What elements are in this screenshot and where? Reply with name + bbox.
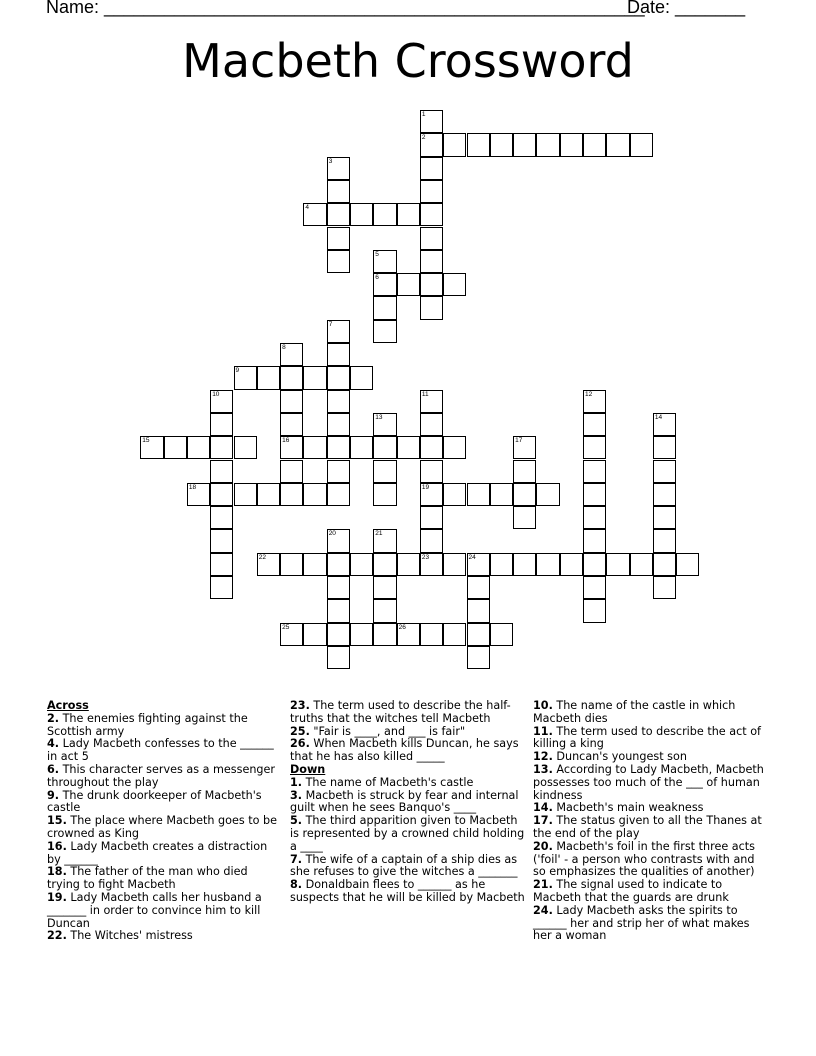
- grid-cell[interactable]: [420, 623, 443, 646]
- clue-text: Duncan's youngest son: [552, 750, 687, 764]
- grid-cell[interactable]: [443, 133, 466, 156]
- grid-cell[interactable]: [303, 553, 326, 576]
- clue: [47, 764, 283, 790]
- clues-column-1: [47, 700, 283, 943]
- clue-number: 5.: [290, 814, 303, 828]
- grid-cell[interactable]: [676, 553, 699, 576]
- grid-cell[interactable]: [280, 553, 303, 576]
- grid-cell[interactable]: [420, 227, 443, 250]
- grid-cell[interactable]: [327, 646, 350, 669]
- grid-cell[interactable]: [327, 320, 350, 343]
- grid-cell[interactable]: [653, 460, 676, 483]
- grid-cell[interactable]: [420, 157, 443, 180]
- grid-cell[interactable]: [210, 529, 233, 552]
- cell-number: 21: [375, 530, 383, 538]
- cell-number: 7: [328, 320, 333, 328]
- clue-text: When Macbeth kills Duncan, he says that he has also killed _____: [290, 737, 519, 764]
- grid-cell[interactable]: [420, 529, 443, 552]
- grid-cell[interactable]: [140, 436, 163, 459]
- grid-cell[interactable]: [513, 506, 536, 529]
- clue-text: The name of Macbeth's castle: [302, 775, 474, 789]
- grid-cell[interactable]: [373, 553, 396, 576]
- clue-text: The enemies fighting against the Scottish army: [47, 711, 248, 738]
- grid-cell[interactable]: [513, 436, 536, 459]
- grid-cell[interactable]: [490, 483, 513, 506]
- grid-cell[interactable]: [653, 529, 676, 552]
- grid-cell[interactable]: [373, 296, 396, 319]
- down-clue-list-continued: [533, 700, 769, 943]
- down-heading: Down: [290, 762, 326, 776]
- cell-number: 22: [258, 553, 267, 561]
- clues-column-2: [290, 700, 526, 905]
- grid-cell[interactable]: [420, 413, 443, 436]
- grid-cell[interactable]: [653, 436, 676, 459]
- grid-cell[interactable]: [350, 203, 373, 226]
- clue: [290, 790, 526, 816]
- grid-cell[interactable]: [420, 180, 443, 203]
- grid-cell[interactable]: [397, 203, 420, 226]
- grid-cell[interactable]: [210, 413, 233, 436]
- grid-cell[interactable]: [583, 460, 606, 483]
- grid-cell[interactable]: [210, 436, 233, 459]
- grid-cell[interactable]: [234, 436, 257, 459]
- grid-cell[interactable]: [327, 576, 350, 599]
- grid-cell[interactable]: [327, 227, 350, 250]
- grid-cell[interactable]: [303, 623, 326, 646]
- grid-cell[interactable]: [467, 646, 490, 669]
- cell-number: 2: [421, 134, 426, 142]
- grid-cell[interactable]: [373, 436, 396, 459]
- grid-cell[interactable]: [373, 413, 396, 436]
- across-heading: Across: [47, 699, 89, 712]
- grid-cell[interactable]: [234, 366, 257, 389]
- grid-cell[interactable]: [234, 483, 257, 506]
- grid-cell[interactable]: [280, 436, 303, 459]
- grid-cell[interactable]: [257, 483, 280, 506]
- grid-cell[interactable]: [397, 436, 420, 459]
- clue-number: 20.: [533, 839, 553, 853]
- cell-number: 12: [585, 390, 593, 398]
- grid-cell[interactable]: [327, 180, 350, 203]
- grid-cell[interactable]: [420, 133, 443, 156]
- clue-number: 18.: [47, 865, 67, 879]
- grid-cell[interactable]: [536, 133, 559, 156]
- cell-number: 17: [515, 437, 523, 445]
- clue-number: 23.: [290, 699, 310, 712]
- grid-cell[interactable]: [583, 133, 606, 156]
- clue: [47, 892, 283, 930]
- grid-cell[interactable]: [653, 506, 676, 529]
- grid-cell[interactable]: [303, 366, 326, 389]
- grid-cell[interactable]: [327, 250, 350, 273]
- grid-cell[interactable]: [373, 483, 396, 506]
- clue: [47, 930, 283, 943]
- cell-number: 24: [468, 553, 476, 561]
- cell-number: 11: [421, 390, 429, 398]
- grid-cell[interactable]: [350, 553, 373, 576]
- grid-cell[interactable]: [560, 553, 583, 576]
- grid-cell[interactable]: [467, 133, 490, 156]
- clue: [533, 841, 769, 879]
- grid-cell[interactable]: [350, 436, 373, 459]
- grid-cell[interactable]: [327, 203, 350, 226]
- grid-cell[interactable]: [280, 460, 303, 483]
- clue: [533, 815, 769, 841]
- grid-cell[interactable]: [327, 553, 350, 576]
- cell-number: 18: [188, 483, 197, 491]
- grid-cell[interactable]: [467, 553, 490, 576]
- grid-cell[interactable]: [210, 483, 233, 506]
- grid-cell[interactable]: [420, 483, 443, 506]
- clue-text: Lady Macbeth creates a distraction by ______: [47, 839, 268, 866]
- clue-text: The father of the man who died trying to fight Macbeth: [47, 865, 248, 892]
- grid-cell[interactable]: [420, 250, 443, 273]
- clue-text: The Witches' mistress: [66, 929, 193, 943]
- cell-number: 20: [328, 530, 336, 538]
- grid-cell[interactable]: [210, 390, 233, 413]
- grid-cell[interactable]: [490, 133, 513, 156]
- grid-cell[interactable]: [420, 203, 443, 226]
- grid-cell[interactable]: [187, 483, 210, 506]
- cell-number: 16: [282, 437, 290, 445]
- grid-cell[interactable]: [583, 529, 606, 552]
- cell-number: 25: [282, 623, 290, 631]
- clue-number: 9.: [47, 788, 60, 802]
- clue-text: Lady Macbeth confesses to the ______ in act 5: [47, 737, 274, 764]
- grid-cell[interactable]: [420, 110, 443, 133]
- clue-number: 24.: [533, 903, 553, 917]
- grid-cell[interactable]: [397, 273, 420, 296]
- clue: [290, 854, 526, 880]
- clue: [533, 764, 769, 802]
- grid-cell[interactable]: [443, 553, 466, 576]
- grid-cell[interactable]: [536, 553, 559, 576]
- clue-number: 13.: [533, 762, 553, 776]
- clue-number: 2.: [47, 711, 60, 725]
- grid-cell[interactable]: [420, 296, 443, 319]
- grid-cell[interactable]: [373, 576, 396, 599]
- clue-text: Donaldbain flees to ______ as he suspects that he will be killed by Macbeth: [290, 878, 525, 904]
- clue-number: 17.: [533, 814, 553, 828]
- clue-number: 8.: [290, 878, 303, 892]
- clues-column-3: [533, 700, 769, 943]
- grid-cell[interactable]: [280, 390, 303, 413]
- grid-cell[interactable]: [583, 553, 606, 576]
- clue-text: Macbeth's main weakness: [552, 801, 704, 815]
- grid-cell[interactable]: [513, 133, 536, 156]
- cell-number: 14: [654, 413, 663, 421]
- grid-cell[interactable]: [257, 366, 280, 389]
- grid-cell[interactable]: [536, 483, 559, 506]
- grid-cell[interactable]: [420, 436, 443, 459]
- clue-number: 4.: [47, 737, 60, 751]
- clue: [47, 738, 283, 764]
- grid-cell[interactable]: [443, 273, 466, 296]
- grid-cell[interactable]: [443, 483, 466, 506]
- grid-cell[interactable]: [583, 506, 606, 529]
- grid-cell[interactable]: [280, 623, 303, 646]
- grid-cell[interactable]: [257, 553, 280, 576]
- grid-cell[interactable]: [583, 576, 606, 599]
- grid-cell[interactable]: [443, 623, 466, 646]
- cell-number: 23: [421, 553, 430, 561]
- grid-cell[interactable]: [303, 436, 326, 459]
- grid-cell[interactable]: [490, 623, 513, 646]
- cell-number: 5: [375, 250, 379, 258]
- cell-number: 4: [305, 204, 310, 212]
- grid-cell[interactable]: [467, 623, 490, 646]
- grid-cell[interactable]: [653, 576, 676, 599]
- clue-text: The status given to all the Thanes at the end of the play: [533, 814, 762, 840]
- grid-cell[interactable]: [303, 483, 326, 506]
- grid-cell[interactable]: [350, 623, 373, 646]
- clue: [533, 700, 769, 726]
- grid-cell[interactable]: [164, 436, 187, 459]
- clue: [47, 841, 283, 867]
- cell-number: 19: [421, 483, 430, 491]
- grid-cell[interactable]: [583, 483, 606, 506]
- grid-cell[interactable]: [373, 320, 396, 343]
- clue-number: 7.: [290, 852, 303, 866]
- clue-number: 19.: [47, 890, 67, 904]
- grid-cell[interactable]: [350, 366, 373, 389]
- clue-text: Macbeth's foil in the first three acts ('foil' - a person who contrasts with and so emphasizes the qualities of another): [533, 839, 755, 879]
- date-field[interactable]: Date: _______: [627, 0, 746, 17]
- grid-cell[interactable]: [513, 460, 536, 483]
- grid-cell[interactable]: [420, 273, 443, 296]
- grid-cell[interactable]: [467, 576, 490, 599]
- clue-number: 6.: [47, 762, 60, 776]
- grid-cell[interactable]: [280, 483, 303, 506]
- clue-number: 10.: [533, 699, 553, 712]
- clue: [290, 738, 526, 764]
- grid-cell[interactable]: [443, 436, 466, 459]
- grid-cell[interactable]: [210, 576, 233, 599]
- across-clue-list-continued: [290, 700, 526, 764]
- grid-cell[interactable]: [583, 413, 606, 436]
- clue-number: 14.: [533, 801, 553, 815]
- grid-cell[interactable]: [467, 599, 490, 622]
- grid-cell[interactable]: [397, 623, 420, 646]
- cell-number: 3: [328, 157, 333, 165]
- clue: [290, 815, 526, 853]
- grid-cell[interactable]: [373, 250, 396, 273]
- grid-cell[interactable]: [583, 436, 606, 459]
- clue-text: The term used to describe the act of killing a king: [533, 724, 761, 751]
- grid-cell[interactable]: [397, 553, 420, 576]
- page-title: Macbeth Crossword: [182, 34, 634, 88]
- down-clue-list: [290, 777, 526, 905]
- cell-number: 8: [282, 344, 286, 351]
- grid-cell[interactable]: [210, 506, 233, 529]
- cell-number: 26: [398, 623, 406, 631]
- clue-text: This character serves as a messenger throughout the play: [47, 762, 275, 789]
- grid-cell[interactable]: [513, 553, 536, 576]
- grid-cell[interactable]: [630, 553, 653, 576]
- clue-text: The drunk doorkeeper of Macbeth's castle: [47, 788, 262, 815]
- grid-cell[interactable]: [327, 460, 350, 483]
- clue-text: The place where Macbeth goes to be crowned as King: [47, 814, 277, 840]
- clue-text: The term used to describe the half-truths that the witches tell Macbeth: [290, 699, 511, 725]
- grid-cell[interactable]: [280, 366, 303, 389]
- grid-cell[interactable]: [490, 553, 513, 576]
- clue-number: 22.: [47, 929, 67, 943]
- clue-number: 12.: [533, 750, 553, 764]
- grid-cell[interactable]: [420, 390, 443, 413]
- clue-text: The third apparition given to Macbeth is represented by a crowned child holding a ____: [290, 814, 525, 853]
- clue-number: 11.: [533, 724, 553, 738]
- grid-cell[interactable]: [373, 273, 396, 296]
- grid-cell[interactable]: [583, 390, 606, 413]
- grid-cell[interactable]: [653, 413, 676, 436]
- grid-cell[interactable]: [327, 436, 350, 459]
- grid-cell[interactable]: [327, 413, 350, 436]
- clue-number: 1.: [290, 775, 303, 789]
- grid-cell[interactable]: [653, 553, 676, 576]
- grid-cell[interactable]: [606, 553, 629, 576]
- clue-text: The name of the castle in which Macbeth dies: [533, 699, 736, 725]
- grid-cell[interactable]: [653, 483, 676, 506]
- grid-cell[interactable]: [513, 483, 536, 506]
- grid-cell[interactable]: [373, 623, 396, 646]
- grid-cell[interactable]: [280, 343, 303, 366]
- clue-number: 26.: [290, 737, 310, 751]
- across-clue-list: [47, 713, 283, 943]
- clue: [47, 866, 283, 892]
- clue-text: The signal used to indicate to Macbeth that the guards are drunk: [533, 878, 729, 904]
- clue-number: 25.: [290, 724, 310, 738]
- clue: [47, 815, 283, 841]
- grid-cell[interactable]: [327, 343, 350, 366]
- grid-cell[interactable]: [187, 436, 210, 459]
- grid-cell[interactable]: [373, 529, 396, 552]
- grid-cell[interactable]: [327, 366, 350, 389]
- cell-number: 15: [142, 437, 150, 445]
- grid-cell[interactable]: [420, 553, 443, 576]
- grid-cell[interactable]: [606, 133, 629, 156]
- clue: [533, 726, 769, 752]
- clue: [533, 905, 769, 943]
- grid-cell[interactable]: [583, 599, 606, 622]
- clue-number: 16.: [47, 839, 67, 853]
- clue: [533, 879, 769, 905]
- clue-text: "Fair is ____, and ___ is fair": [309, 724, 466, 738]
- grid-cell[interactable]: [373, 460, 396, 483]
- grid-cell[interactable]: [373, 203, 396, 226]
- clue: [290, 700, 526, 726]
- clue: [47, 713, 283, 739]
- grid-cell[interactable]: [630, 133, 653, 156]
- cell-number: 10: [212, 390, 220, 398]
- clue-text: According to Lady Macbeth, Macbeth possesses too much of the ___ of human kindness: [533, 762, 764, 802]
- grid-cell[interactable]: [210, 553, 233, 576]
- grid-cell[interactable]: [327, 157, 350, 180]
- grid-cell[interactable]: [467, 483, 490, 506]
- grid-cell[interactable]: [420, 506, 443, 529]
- grid-cell[interactable]: [327, 390, 350, 413]
- clue-number: 3.: [290, 788, 303, 802]
- cell-number: 9: [235, 367, 240, 375]
- grid-cell[interactable]: [560, 133, 583, 156]
- grid-cell[interactable]: [420, 460, 443, 483]
- cell-number: 13: [375, 413, 383, 421]
- clue-number: 15.: [47, 814, 67, 828]
- clue: [290, 879, 526, 905]
- grid-cell[interactable]: [280, 413, 303, 436]
- name-field[interactable]: Name: ______________________________________________________: [46, 0, 645, 17]
- grid-cell[interactable]: [327, 599, 350, 622]
- clue-text: Macbeth is struck by fear and internal guilt when he sees Banquo's ____: [290, 788, 519, 815]
- cell-number: 1: [421, 111, 426, 118]
- grid-cell[interactable]: [327, 623, 350, 646]
- clue-text: Lady Macbeth asks the spirits to ______ her and strip her of what makes her a woman: [533, 903, 750, 943]
- grid-cell[interactable]: [373, 599, 396, 622]
- clue-number: 21.: [533, 878, 553, 892]
- grid-cell[interactable]: [210, 460, 233, 483]
- grid-cell[interactable]: [303, 203, 326, 226]
- cell-number: 6: [375, 274, 379, 282]
- grid-cell[interactable]: [327, 483, 350, 506]
- clue-text: The wife of a captain of a ship dies as she refuses to give the witches a _______: [290, 852, 518, 879]
- clue: [47, 790, 283, 816]
- clue-text: Lady Macbeth calls her husband a _______ in order to convince him to kill Duncan: [47, 890, 262, 930]
- grid-cell[interactable]: [327, 529, 350, 552]
